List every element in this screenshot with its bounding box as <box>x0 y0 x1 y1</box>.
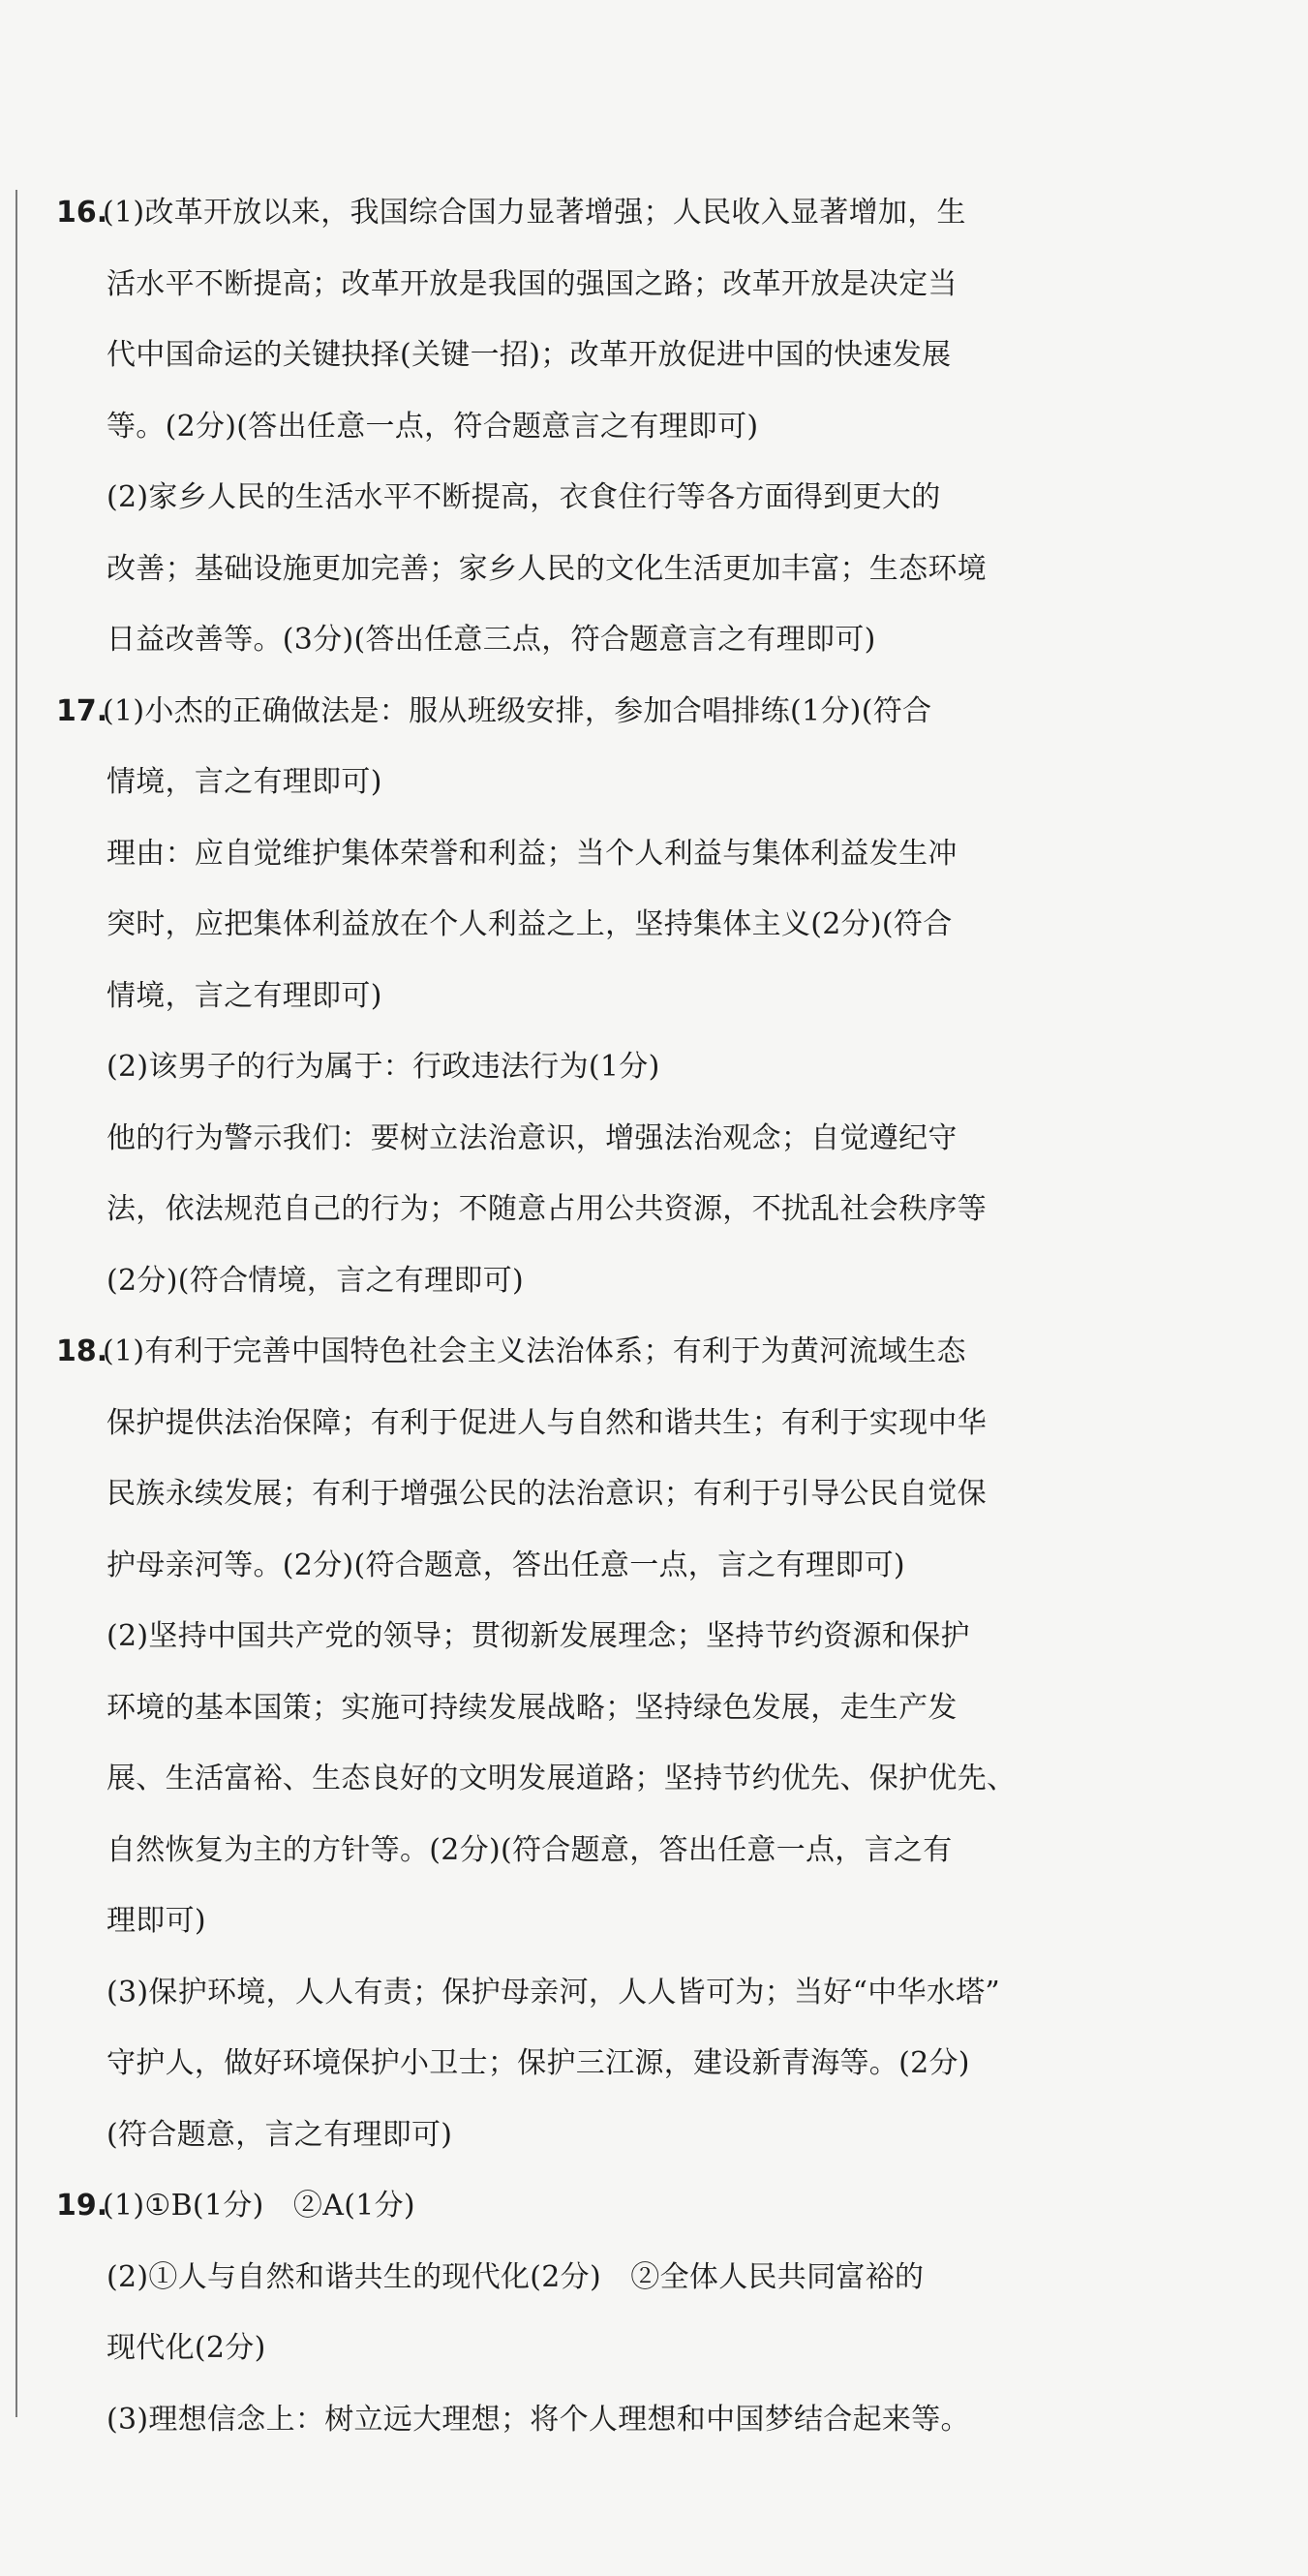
answer-line: (2)家乡人民的生活水平不断提高，衣食住行等各方面得到更大的 <box>106 480 941 514</box>
answer-line: (3)保护环境，人人有责；保护母亲河，人人皆可为；当好“中华水塔” <box>106 1975 1001 2009</box>
answer-line: (2分)(符合情境，言之有理即可) <box>106 1263 525 1298</box>
answer-line: 情境，言之有理即可) <box>106 765 382 799</box>
question-number: 17. <box>56 693 108 728</box>
answer-line: (1)小杰的正确做法是：服从班级安排，参加合唱排练(1分)(符合 <box>103 693 932 728</box>
answer-line: 他的行为警示我们：要树立法治意识，增强法治观念；自觉遵纪守 <box>106 1120 958 1155</box>
question-16 <box>56 177 1082 676</box>
answer-line: (3)理想信念上：树立远大理想；将个人理想和中国梦结合起来等。 <box>106 2402 970 2437</box>
answer-line: 理即可) <box>106 1904 206 1938</box>
answer-line: 守护人，做好环境保护小卫士；保护三江源，建设新青海等。(2分) <box>106 2046 970 2080</box>
answer-line: 自然恢复为主的方针等。(2分)(符合题意，答出任意一点，言之有 <box>106 1832 953 1867</box>
answer-line: 护母亲河等。(2分)(符合题意，答出任意一点，言之有理即可) <box>106 1548 905 1582</box>
answer-list <box>56 177 1082 2455</box>
answer-line: (1)有利于完善中国特色社会主义法治体系；有利于为黄河流域生态 <box>103 1334 966 1368</box>
answer-line: 突时，应把集体利益放在个人利益之上，坚持集体主义(2分)(符合 <box>106 907 953 941</box>
answer-line: 理由：应自觉维护集体荣誉和利益；当个人利益与集体利益发生冲 <box>106 836 958 871</box>
answer-line: (1)改革开放以来，我国综合国力显著增强；人民收入显著增加，生 <box>103 196 966 230</box>
question-17 <box>56 676 1082 1317</box>
answer-line: 代中国命运的关键抉择(关键一招)；改革开放促进中国的快速发展 <box>106 338 952 372</box>
answer-line: 展、生活富裕、生态良好的文明发展道路；坚持节约优先、保护优先、 <box>106 1762 1017 1795</box>
answer-line: 保护提供法治保障；有利于促进人与自然和谐共生；有利于实现中华 <box>106 1405 987 1440</box>
answer-line: 环境的基本国策；实施可持续发展战略；坚持绿色发展，走生产发 <box>106 1690 958 1725</box>
answer-line: 情境，言之有理即可) <box>106 978 382 1013</box>
question-18 <box>56 1316 1082 2170</box>
answer-line: 活水平不断提高；改革开放是我国的强国之路；改革开放是决定当 <box>106 266 958 301</box>
question-number: 19. <box>56 2189 108 2223</box>
answer-line: 现代化(2分) <box>106 2331 266 2365</box>
left-margin-rule <box>15 190 17 2417</box>
question-number: 16. <box>56 196 108 230</box>
answer-line: (2)坚持中国共产党的领导；贯彻新发展理念；坚持节约资源和保护 <box>106 1619 970 1653</box>
answer-line: 改善；基础设施更加完善；家乡人民的文化生活更加丰富；生态环境 <box>106 551 987 586</box>
answer-line: (1)①B(1分) ②A(1分) <box>103 2189 415 2223</box>
answer-line: 等。(2分)(答出任意一点，符合题意言之有理即可) <box>106 409 759 444</box>
answer-line: 日益改善等。(3分)(答出任意三点，符合题意言之有理即可) <box>106 623 876 657</box>
answer-line: (符合题意，言之有理即可) <box>106 2117 453 2152</box>
answer-line: (2)该男子的行为属于：行政违法行为(1分) <box>106 1050 660 1084</box>
answer-line: (2)①人与自然和谐共生的现代化(2分) ②全体人民共同富裕的 <box>106 2259 925 2294</box>
question-19 <box>56 2170 1082 2455</box>
answer-line: 法，依法规范自己的行为；不随意占用公共资源，不扰乱社会秩序等 <box>106 1192 987 1226</box>
question-number: 18. <box>56 1334 108 1368</box>
answer-line: 民族永续发展；有利于增强公民的法治意识；有利于引导公民自觉保 <box>106 1477 987 1511</box>
